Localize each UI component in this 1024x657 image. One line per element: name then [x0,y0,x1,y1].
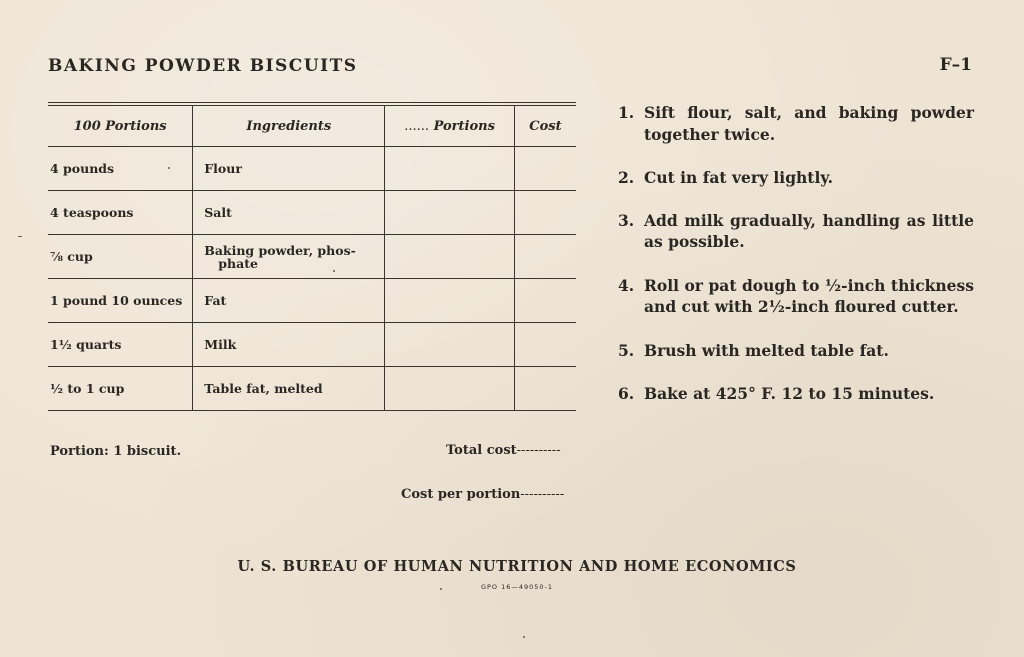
instruction-step [618,275,974,318]
print-code: GPO 16—49050-1 [480,583,554,591]
recipe-title: BAKING POWDER BISCUITS [48,56,358,76]
instruction-step [618,102,974,145]
amount-cell: ½ to 1 cup [48,367,193,411]
instruction-step [618,167,974,189]
step-text: Sift flour, salt, and baking powder together twice. [644,103,974,144]
cost-cell [514,367,576,411]
ingredient-cell: Salt [193,191,385,235]
header-portions-blank: ...... [404,118,430,134]
header-ingredients: Ingredients [193,104,385,147]
amount-cell: 1 pound 10 ounces [48,279,193,323]
paper-speck [523,636,525,638]
amount-cell: 4 teaspoons [48,191,193,235]
amount-cell: 1½ quarts [48,323,193,367]
portions-cell [385,147,515,191]
agency-footer: U. S. BUREAU OF HUMAN NUTRITION AND HOME ECONOMICS [237,558,797,575]
table-row [48,191,576,235]
table-row [48,323,576,367]
total-cost-label: Total cost [446,443,517,458]
cost-cell [514,147,576,191]
step-text: Bake at 425° F. 12 to 15 minutes. [644,384,935,403]
step-number: 2. [618,168,635,187]
header-portions [385,104,515,147]
total-cost-blank: ---------- [516,443,561,458]
table-row [48,367,576,411]
total-cost-line [446,443,561,458]
instruction-step [618,383,974,405]
ingredient-line-1: Baking powder, phos- [204,242,356,258]
ingredients-table [48,102,576,411]
recipe-code: F–1 [939,55,972,75]
ingredient-cell: Flour [193,147,385,191]
header-100-portions: 100 Portions [48,104,193,147]
cost-per-portion-label: Cost per portion [401,487,521,502]
table-row [48,147,576,191]
step-number: 4. [618,275,635,295]
step-number: 3. [618,210,635,230]
step-text: Cut in fat very lightly. [644,168,833,187]
ingredient-cell: Table fat, melted [193,367,385,411]
portion-size: Portion: 1 biscuit. [50,444,182,459]
header-portions-label: Portions [433,118,495,134]
cost-per-portion-line [401,487,564,502]
table-row [48,235,576,279]
portions-cell [385,191,515,235]
portions-cell [385,367,515,411]
portions-cell [385,235,515,279]
ingredient-cell [193,235,385,279]
amount-cell: 4 pounds [48,147,193,191]
instructions-list [618,102,974,427]
step-number: 1. [618,103,635,122]
cost-cell [514,191,576,235]
header-cost: Cost [514,104,576,147]
cost-cell [514,279,576,323]
table-row [48,279,576,323]
cost-cell [514,323,576,367]
paper-speck [333,270,335,272]
cost-cell [514,235,576,279]
paper-speck [18,236,22,237]
table-header-row [48,104,576,147]
cost-per-portion-blank: ---------- [520,487,565,502]
portions-cell [385,323,515,367]
instruction-step [618,210,974,253]
paper-speck [440,588,442,590]
ingredient-cell: Fat [193,279,385,323]
portions-cell [385,279,515,323]
ingredient-line-2: phate [218,255,258,271]
step-number: 5. [618,340,635,360]
instruction-step [618,340,974,362]
step-number: 6. [618,384,635,403]
ingredient-cell: Milk [193,323,385,367]
step-text: Brush with melted table fat. [644,340,889,360]
step-text: Roll or pat dough to ½-inch thickness and cut with 2½-inch floured cutter. [644,275,974,316]
amount-cell: ⅞ cup [48,235,193,279]
paper-speck [168,167,170,169]
step-text: Add milk gradually, handling as little as possible. [644,210,974,251]
